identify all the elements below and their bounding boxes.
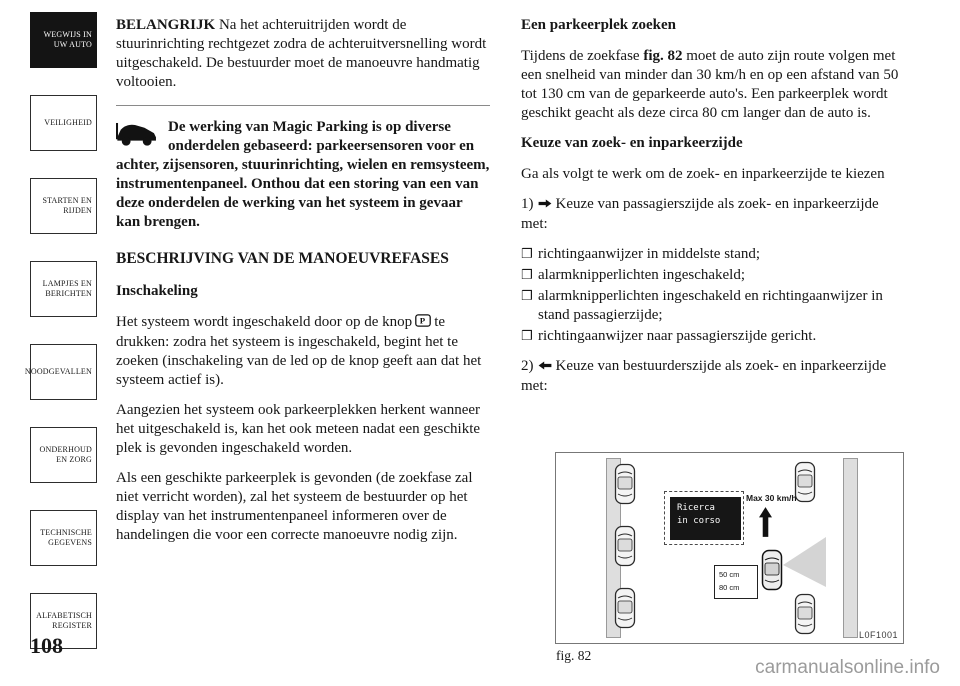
magic-parking-button-icon — [415, 314, 431, 333]
list-item — [521, 245, 909, 264]
svg-text:P: P — [419, 315, 426, 326]
enable-text-pre: Het systeem wordt ingeschakeld door op de knop — [116, 314, 413, 330]
subsection-heading: Inschakeling — [116, 283, 198, 299]
square-bullet-icon: ❒ — [521, 247, 533, 262]
step-2-text: Keuze van bestuurderszijde als zoek- en inparkeerzijde met: — [521, 358, 887, 394]
distance-80: 80 cm — [719, 583, 740, 592]
figure-code: L0F1001 — [858, 630, 898, 640]
page-number: 108 — [30, 633, 63, 658]
enable-text-post: te drukken: zodra het systeem is ingeschakeld, begint het te zoeken (inschakeling van de led op de knop geeft aan dat het systeem actief is). — [116, 314, 482, 388]
sidebar-tab-starten-en-rijden[interactable]: STARTEN EN RIJDEN — [30, 178, 97, 234]
square-bullet-icon: ❒ — [521, 289, 533, 304]
square-bullet-icon: ❒ — [521, 268, 533, 283]
instrument-display-outline — [664, 491, 744, 545]
list-item-text: richtingaanwijzer naar passagierszijde gericht. — [538, 328, 817, 344]
list-item — [521, 287, 909, 325]
car-icon — [614, 463, 636, 505]
figure-caption: fig. 82 — [556, 648, 592, 663]
square-bullet-icon: ❒ — [521, 329, 533, 344]
display-info-paragraph: Als een geschikte parkeerplek is gevonden (de zoekfase zal niet verricht worden), zal het systeem de bestuurder op het display van het instrumentenpaneel informeren over de handelingen die voor een correcte manoeuvre nodig zijn. — [116, 470, 473, 543]
list-item-text: richtingaanwijzer in middelste stand; — [538, 246, 761, 262]
figure-82 — [555, 452, 904, 644]
sidebar — [24, 12, 97, 649]
search-text-post: moet de auto zijn route volgen met een snelheid van minder dan 30 km/h en op een afstand van 50 tot 130 cm van de geparkeerde auto's. Een parkeerplek wordt geschikt geacht als deze circa 80 cm langer dan de auto is. — [521, 48, 899, 121]
car-warning-icon — [116, 121, 158, 154]
car-icon — [614, 587, 636, 629]
important-label: BELANGRIJK — [116, 17, 216, 33]
distance-50: 50 cm — [719, 570, 740, 579]
searching-car-icon — [761, 549, 783, 591]
display-line-2: in corso — [677, 516, 721, 526]
search-text-pre: Tijdens de zoekfase — [521, 48, 644, 64]
warning-block — [116, 118, 490, 232]
section-heading: BESCHRIJVING VAN DE MANOEUVREFASES — [116, 250, 449, 267]
sidebar-tab-wegwijs-in-uw-auto[interactable]: WEGWIJS IN UW AUTO — [30, 12, 97, 68]
list-item-text: alarmknipperlichten ingeschakeld; — [538, 267, 746, 283]
max-speed-label: Max 30 km/h — [746, 493, 797, 503]
car-icon — [614, 525, 636, 567]
step-2-number: 2) — [521, 358, 534, 374]
sidebar-tab-technische-gegevens[interactable]: TECHNISCHE GEGEVENS — [30, 510, 97, 566]
step-1-number: 1) — [521, 196, 534, 212]
right-column — [521, 16, 909, 407]
options-list — [521, 245, 909, 346]
step-1 — [521, 195, 909, 234]
car-icon — [794, 593, 816, 635]
enable-paragraph — [116, 313, 490, 390]
sidebar-tab-onderhoud-en-zorg[interactable]: ONDERHOUD EN ZORG — [30, 427, 97, 483]
distance-label — [714, 565, 758, 599]
driver-side-arrow-icon — [537, 358, 553, 377]
sidebar-tab-veiligheid[interactable]: VEILIGHEID — [30, 95, 97, 151]
important-paragraph — [116, 16, 490, 92]
step-2 — [521, 357, 909, 396]
search-paragraph — [521, 47, 909, 123]
sidebar-tab-lampjes-en-berichten[interactable]: LAMPJES EN BERICHTEN — [30, 261, 97, 317]
car-icon — [794, 461, 816, 503]
side-choice-heading: Keuze van zoek- en inparkeerzijde — [521, 135, 743, 151]
right-curb — [843, 458, 858, 638]
important-text: Na het achteruitrijden wordt de stuurinrichting rechtgezet zodra de achteruitversnelling wordt uitgeschakeld. De bestuurder moet de manoeuvre handmatig voltooien. — [116, 17, 487, 90]
display-line-1: Ricerca — [677, 503, 715, 513]
list-item — [521, 266, 909, 285]
sidebar-tab-alfabetisch-register[interactable]: ALFABETISCH REGISTER — [30, 593, 97, 649]
passenger-side-arrow-icon — [537, 196, 553, 215]
left-column — [116, 16, 490, 556]
section-divider — [116, 105, 490, 106]
warning-text: De werking van Magic Parking is op diverse onderdelen gebaseerd: parkeersensoren voor en achter, zijsensoren, stuurinrichting, wielen en remsysteem, instrumentenpaneel. Onthou dat een storing van een van deze onderdelen de werking van het systeem in gevaar kan brengen. — [116, 119, 490, 230]
detection-paragraph: Aangezien het systeem ook parkeerplekken herkent wanneer het uitgeschakeld is, kan het ook meteen nadat een geschikte plek is gevonden ingeschakeld worden. — [116, 402, 481, 456]
figure-reference: fig. 82 — [643, 48, 683, 64]
watermark: carmanualsonline.info — [755, 657, 940, 678]
step-1-text: Keuze van passagierszijde als zoek- en inparkeerzijde met: — [521, 196, 879, 232]
sidebar-tab-noodgevallen[interactable]: NOODGEVALLEN — [30, 344, 97, 400]
search-heading: Een parkeerplek zoeken — [521, 17, 676, 33]
side-choice-intro: Ga als volgt te werk om de zoek- en inparkeerzijde te kiezen — [521, 166, 885, 182]
direction-arrow-icon — [759, 507, 772, 542]
instrument-display — [670, 497, 741, 540]
list-item — [521, 327, 909, 346]
list-item-text: alarmknipperlichten ingeschakeld en richtingaanwijzer in stand passagierzijde; — [538, 288, 883, 323]
